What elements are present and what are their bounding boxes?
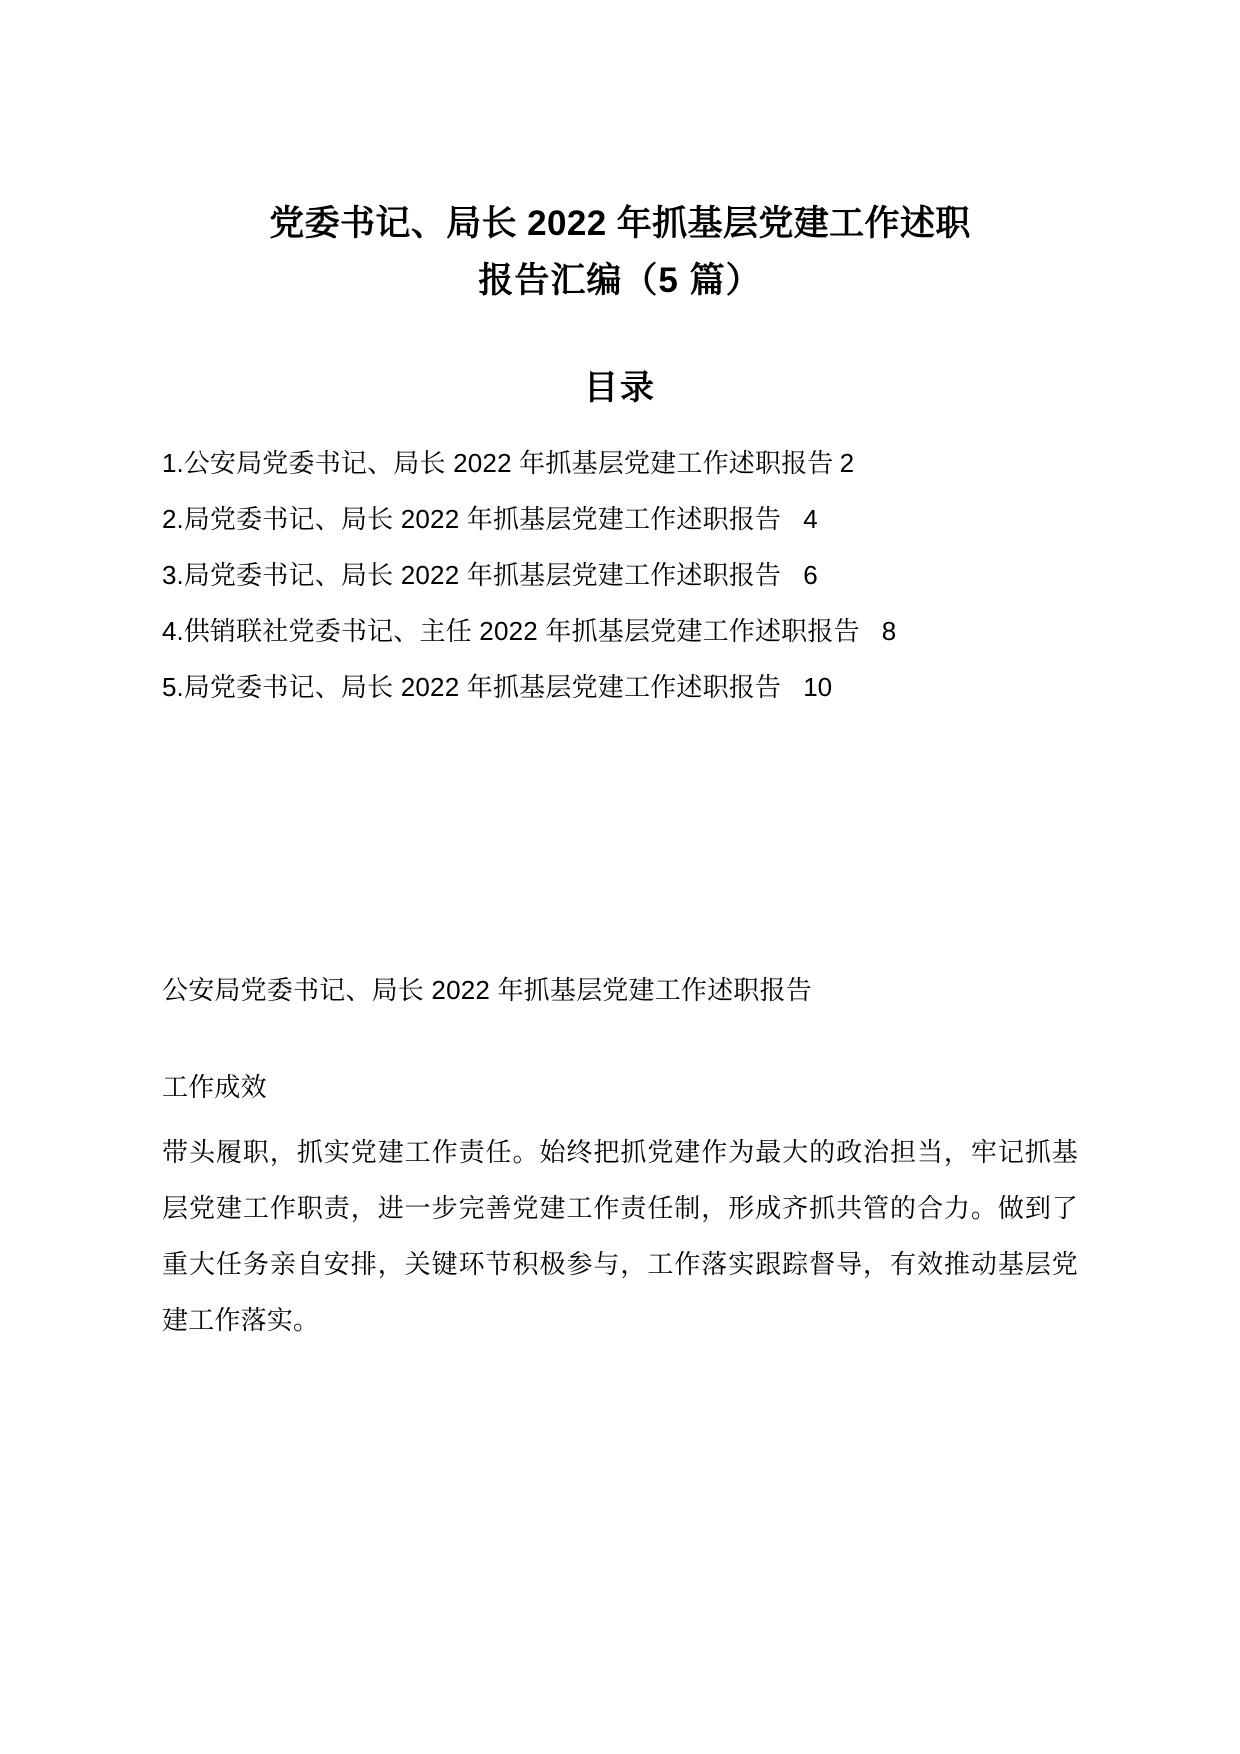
toc-entry-number: 5.: [162, 671, 184, 702]
toc-entry-page: 10: [803, 671, 833, 702]
page-title: [162, 0, 1078, 309]
toc-entry-title: 局党委书记、局长 2022 年抓基层党建工作述职报告: [183, 559, 782, 590]
section-subheading: 工作成效: [162, 1071, 267, 1102]
toc-entry-title: 供销联社党委书记、主任 2022 年抓基层党建工作述职报告: [183, 615, 860, 646]
toc-entry-number: 1.: [162, 447, 184, 478]
page-content: [162, 0, 1078, 1348]
content-spacer: [162, 715, 1078, 973]
toc-entry-page: 6: [803, 559, 818, 590]
toc-entry[interactable]: [162, 435, 1078, 491]
toc-entry-number: 4.: [162, 615, 184, 646]
toc-entry-number: 2.: [162, 503, 184, 534]
page-title-line-1: 党委书记、局长 2022 年抓基层党建工作述职: [269, 204, 971, 243]
section-spacer: [162, 1008, 1078, 1070]
body-paragraph: 带头履职，抓实党建工作责任。始终把抓党建作为最大的政治担当，牢记抓基层党建工作职责，进一步完善党建工作责任制，形成齐抓共管的合力。做到了重大任务亲自安排，关键环节积极参与，工作落实跟踪督导，有效推动基层党建工作落实。: [162, 1136, 1078, 1335]
toc-entry-number: 3.: [162, 559, 184, 590]
section-title: 公安局党委书记、局长 2022 年抓基层党建工作述职报告: [162, 974, 812, 1005]
toc-entry[interactable]: [162, 603, 1078, 659]
page-title-line-2: 报告汇编（5 篇）: [478, 260, 762, 300]
toc-list: [162, 411, 1078, 715]
toc-entry-title: 局党委书记、局长 2022 年抓基层党建工作述职报告: [183, 671, 782, 702]
toc-heading: 目录: [584, 369, 656, 408]
toc-entry[interactable]: [162, 659, 1078, 715]
toc-entry-page: 2: [839, 447, 855, 478]
toc-entry-page: 4: [803, 503, 818, 534]
toc-entry-title: 公安局党委书记、局长 2022 年抓基层党建工作述职报告: [183, 447, 834, 478]
toc-entry[interactable]: [162, 491, 1078, 547]
toc-entry-title: 局党委书记、局长 2022 年抓基层党建工作述职报告: [183, 503, 782, 534]
toc-entry-page: 8: [881, 615, 897, 646]
toc-entry[interactable]: [162, 547, 1078, 603]
